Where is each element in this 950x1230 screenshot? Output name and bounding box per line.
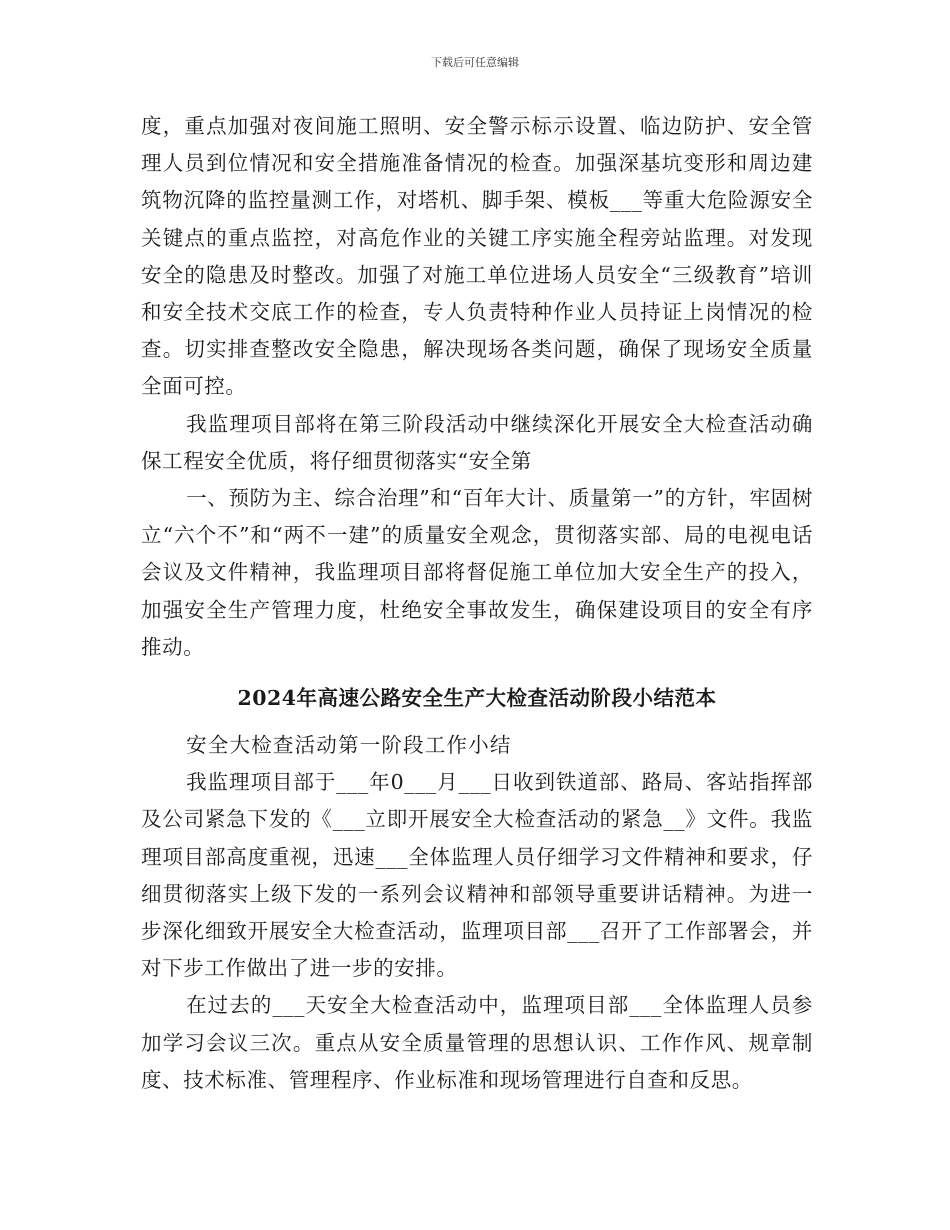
section-subtitle: 安全大检查活动第一阶段工作小结 [186, 733, 512, 758]
paragraph-third-stage: 我监理项目部将在第三阶段活动中继续深化开展安全大检查活动确保工程安全优质，将仔细贯彻落实“安全第 [141, 411, 813, 473]
paragraph-received-notice: 我监理项目部于___年0___月___日收到铁道部、路局、客站指挥部及公司紧急下发的《___立即开展安全大检查活动的紧急__》文件。我监理项目部高度重视，迅速___全体监理人员仔细学习文件精神和要求，仔细贯彻落实上级下发的一系列会议精神和部领导重要讲话精神。为进一步深化细致开展安全大检查活动，监理项目部___召开了工作部署会，并对下步工作做出了进一步的安排。 [141, 770, 813, 981]
paragraph-safety-inspection: 度，重点加强对夜间施工照明、安全警示标示设置、临边防护、安全管理人员到位情况和安全措施准备情况的检查。加强深基坑变形和周边建筑物沉降的监控量测工作，对塔机、脚手架、模板___等重大危险源安全关键点的重点监控，对高危作业的关键工序实施全程旁站监理。对发现安全的隐患及时整改。加强了对施工单位进场人员安全“三级教育”培训和安全技术交底工作的检查，专人负责特种作业人员持证上岗情况的检查。切实排查整改安全隐患，解决现场各类问题，确保了现场安全质量全面可控。 [141, 114, 813, 399]
paragraph-policy: 一、预防为主、综合治理”和“百年大计、质量第一”的方针，牢固树立“六个不”和“两不一建”的质量安全观念，贯彻落实部、局的电视电话会议及文件精神，我监理项目部将督促施工单位加大安全生产的投入，加强安全生产管理力度，杜绝安全事故发生，确保建设项目的安全有序推动。 [141, 486, 813, 659]
paragraph-past-days: 在过去的___天安全大检查活动中，监理项目部___全体监理人员参加学习会议三次。重点从安全质量管理的思想认识、工作作风、规章制度、技术标准、管理程序、作业标准和现场管理进行自查和反思。 [141, 993, 813, 1092]
document-body [141, 108, 813, 1099]
page-header: 下载后可任意编辑 [431, 56, 519, 69]
document-title: 2024年高速公路安全生产大检查活动阶段小结范本 [237, 686, 717, 711]
